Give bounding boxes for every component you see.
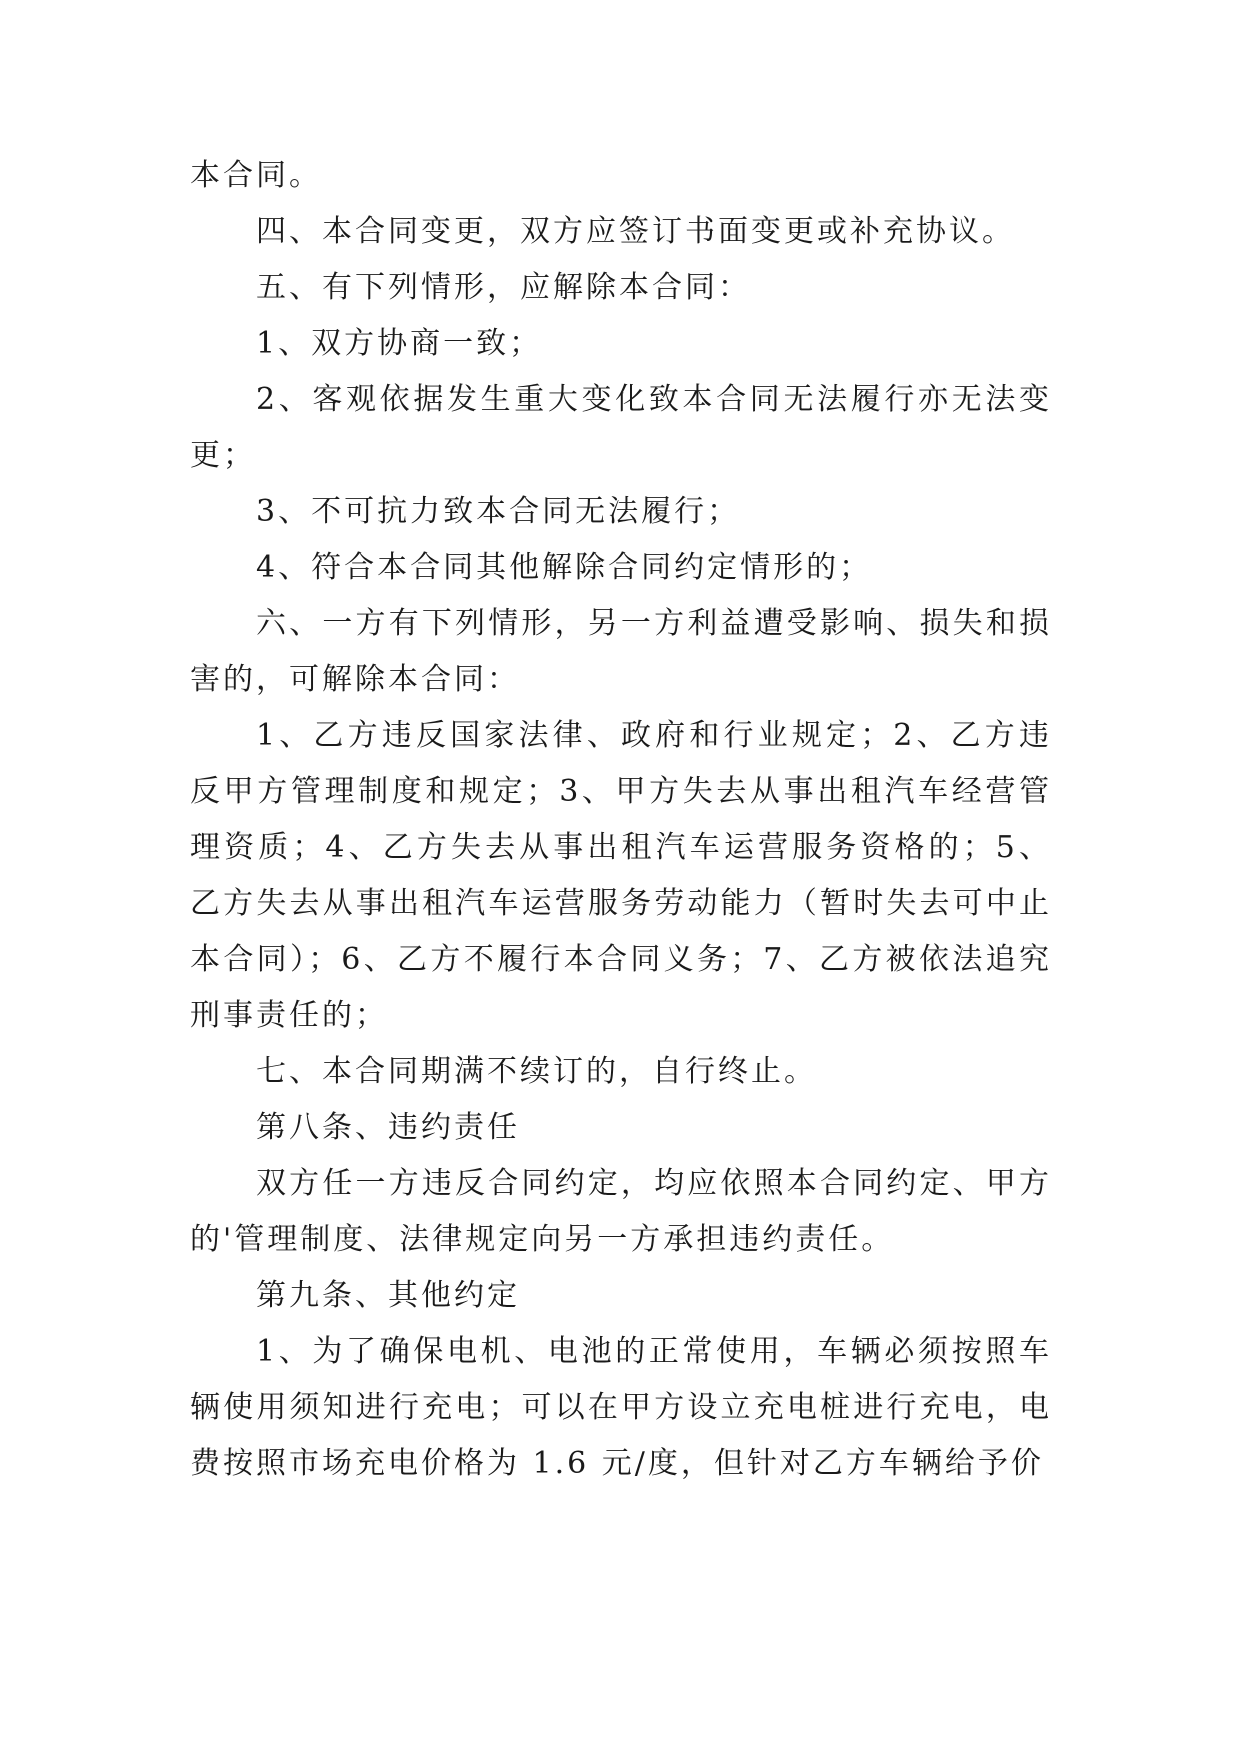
paragraph-clause-5-item-4: 4、符合本合同其他解除合同约定情形的； [256, 550, 873, 585]
paragraph-clause-5-termination: 五、有下列情形，应解除本合同： [256, 270, 751, 305]
paragraph-contract-end: 本合同。 [190, 158, 322, 193]
paragraph-clause-7-expiry: 七、本合同期满不续订的，自行终止。 [256, 1054, 817, 1089]
paragraph-clause-5-item-2: 2、客观依据发生重大变化致本合同无法履行亦无法变更； [190, 382, 1052, 473]
paragraph-article-8-body: 双方任一方违反合同约定，均应依照本合同约定、甲方的'管理制度、法律规定向另一方承担违约责任。 [190, 1166, 1052, 1257]
heading-article-8: 第八条、违约责任 [256, 1110, 520, 1145]
document-body [190, 148, 1052, 1492]
paragraph-clause-5-item-1: 1、双方协商一致； [256, 326, 543, 361]
paragraph-clause-6-intro: 六、一方有下列情形，另一方利益遭受影响、损失和损害的，可解除本合同： [190, 606, 1052, 697]
paragraph-clause-6-items: 1、乙方违反国家法律、政府和行业规定；2、乙方违反甲方管理制度和规定；3、甲方失去从事出租汽车经营管理资质；4、乙方失去从事出租汽车运营服务资格的；5、乙方失去从事出租汽车运营服务劳动能力（暂时失去可中止本合同）；6、乙方不履行本合同义务；7、乙方被依法追究刑事责任的； [190, 718, 1052, 1033]
heading-article-9: 第九条、其他约定 [256, 1278, 520, 1313]
paragraph-clause-4-amendment: 四、本合同变更，双方应签订书面变更或补充协议。 [256, 214, 1015, 249]
paragraph-clause-5-item-3: 3、不可抗力致本合同无法履行； [256, 494, 741, 529]
paragraph-article-9-item-1: 1、为了确保电机、电池的正常使用，车辆必须按照车辆使用须知进行充电；可以在甲方设立充电桩进行充电，电费按照市场充电价格为 1.6 元/度，但针对乙方车辆给予价 [190, 1334, 1052, 1481]
